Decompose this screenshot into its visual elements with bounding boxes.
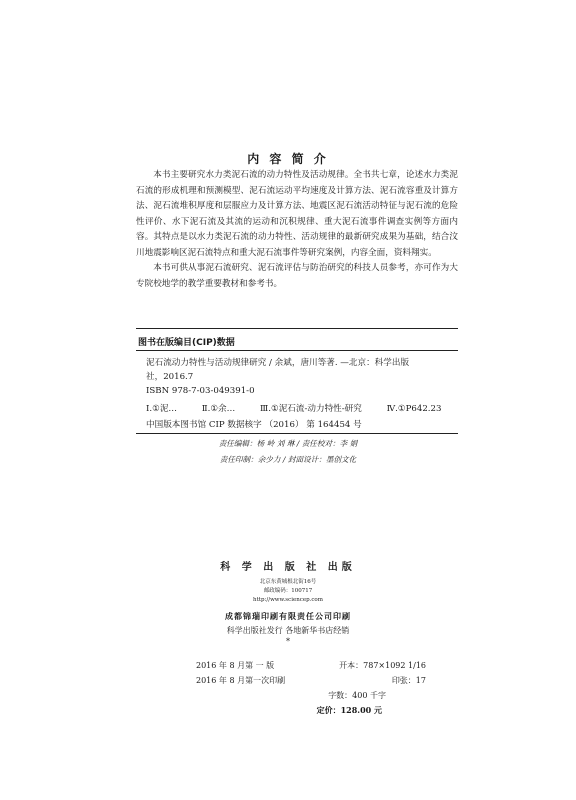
spec-row: [196, 658, 426, 673]
publisher-url: http://www.sciencep.com: [253, 597, 323, 603]
spec-row: [196, 673, 426, 688]
spec-sheets: 印张：17: [391, 676, 426, 685]
spec-format: 开本：787×1092 1/16: [339, 661, 426, 670]
spec-price: 定价：128.00 元: [316, 705, 382, 715]
class-item: Ⅳ.①P642.23: [386, 404, 442, 414]
editor-credits: [0, 436, 576, 468]
publisher-block: [0, 558, 576, 646]
publisher-postcode: 邮政编码：100717: [263, 588, 313, 594]
cip-heading: 图书在版编目(CIP)数据: [138, 338, 235, 348]
spec-words: 字数：400 千字: [328, 691, 386, 700]
divider: [136, 433, 458, 434]
spec-printing: 2016 年 8 月第一次印刷: [196, 676, 286, 685]
class-item: Ⅱ.①余…: [201, 404, 236, 414]
cip-record: 中国版本图书馆 CIP 数据核字 （2016） 第 164454 号: [146, 420, 362, 430]
cip-classification: [146, 402, 458, 416]
publisher-address: 北京东黄城根北街16号: [259, 579, 317, 585]
separator-star: *: [286, 637, 290, 646]
section-title: 内 容 简 介: [247, 152, 329, 166]
class-item: Ⅰ.①泥…: [146, 404, 178, 414]
editor-line: 责任编辑：杨 岭 刘 琳 / 责任校对：李 娟: [218, 439, 358, 448]
divider: [136, 350, 458, 351]
cip-line: 社，2016.7: [146, 372, 194, 382]
distributor: 科学出版社发行 各地新华书店经销: [226, 626, 350, 635]
cip-line: 泥石流动力特性与活动规律研究 / 余斌，唐川等著. —北京：科学出版: [146, 358, 410, 368]
divider: [136, 328, 458, 329]
summary-paragraph: 本书主要研究水力类泥石流的动力特性及活动规律。全书共七章，论述水力类泥石流的形成机理和预测模型、泥石流运动平均速度及计算方法、泥石流容重及计算方法、泥石流堆积厚度和层服应力及计算方法、地震区泥石流活动特征与泥石流的危险性评价、水下泥石流及其流的运动和沉积规律、重大泥石流事件调查实例等方面内容。其特点是以水力类泥石流的动力特性、活动规律的最新研究成果为基础，结合汶川地震影响区泥石流特点和重大泥石流事件等研究案例，内容全面，资料翔实。: [136, 170, 458, 258]
editor-line: 责任印制：余少力 / 封面设计：墨创文化: [219, 455, 357, 464]
cip-isbn: ISBN 978-7-03-049391-0: [146, 386, 255, 396]
spec-block: [196, 658, 426, 718]
summary-text: [136, 168, 458, 292]
cip-block: [146, 356, 458, 432]
summary-paragraph: 本书可供从事泥石流研究、泥石流评估与防治研究的科技人员参考，亦可作为大专院校地学的教学重要教材和参考书。: [136, 263, 458, 289]
publisher-name: 科 学 出 版 社 出版: [220, 562, 356, 573]
class-item: Ⅲ.①泥石流-动力特性-研究: [259, 404, 362, 414]
printer: 成都锦瑞印刷有限责任公司印刷: [225, 611, 351, 621]
spec-edition: 2016 年 8 月第 一 版: [196, 661, 275, 670]
